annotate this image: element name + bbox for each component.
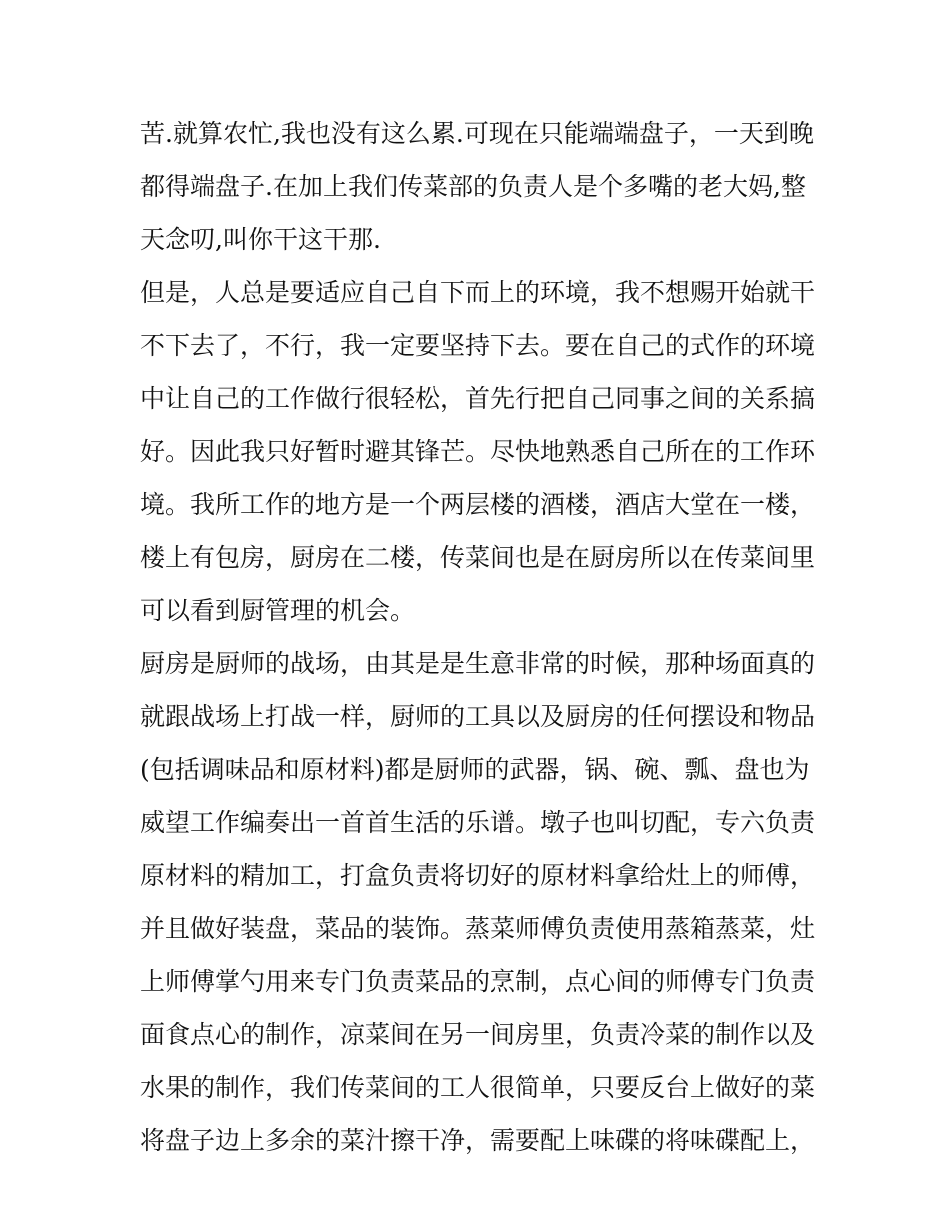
text-line: 威望工作编奏出一首首生活的乐谱。墩子也叫切配，专六负责 (140, 808, 816, 837)
text-line: 厨房是厨师的战场，由其是是生意非常的时候，那种场面真的 (140, 649, 816, 678)
text-line: 将盘子边上多余的菜汁擦干净，需要配上味碟的将味碟配上， (140, 1126, 816, 1155)
text-line: 面食点心的制作，凉菜间在另一间房里，负责冷菜的制作以及 (140, 1020, 816, 1049)
text-line: 苦.就算农忙,我也没有这么累.可现在只能端端盘子，一天到晚 (140, 119, 814, 148)
text-line: 中让自己的工作做行很轻松，首先行把自己同事之间的关系搞 (140, 384, 816, 413)
text-line: 但是，人总是要适应自己自下而上的环境，我不想赐开始就干 (140, 278, 816, 307)
text-line: 原材料的精加工，打盒负责将切好的原材料拿给灶上的师傅， (140, 861, 816, 890)
text-line: 天念叨,叫你干这干那. (140, 225, 381, 254)
text-line: 境。我所工作的地方是一个两层楼的酒楼，酒店大堂在一楼， (140, 490, 816, 519)
text-line: 并且做好装盘，菜品的装饰。蒸菜师傅负责使用蒸箱蒸菜，灶 (140, 914, 816, 943)
text-line: 都得端盘子.在加上我们传菜部的负责人是个多嘴的老大妈,整 (140, 172, 806, 201)
text-line: 上师傅掌勺用来专门负责菜品的烹制，点心间的师傅专门负责 (140, 967, 816, 996)
text-line: 好。因此我只好暂时避其锋芒。尽快地熟悉自己所在的工作环 (140, 437, 816, 466)
text-line: 水果的制作，我们传菜间的工人很简单，只要反台上做好的菜 (140, 1073, 816, 1102)
text-line: (包括调味品和原材料)都是厨师的武器，锅、碗、瓢、盘也为 (140, 755, 810, 784)
text-line: 不下去了，不行，我一定要坚持下去。要在自己的式作的环境 (140, 331, 816, 360)
text-line: 楼上有包房，厨房在二楼，传菜间也是在厨房所以在传菜间里 (140, 543, 816, 572)
body-text (140, 107, 820, 1167)
text-line: 就跟战场上打战一样，厨师的工具以及厨房的任何摆设和物品 (140, 702, 816, 731)
text-line: 可以看到厨管理的机会。 (140, 596, 416, 625)
